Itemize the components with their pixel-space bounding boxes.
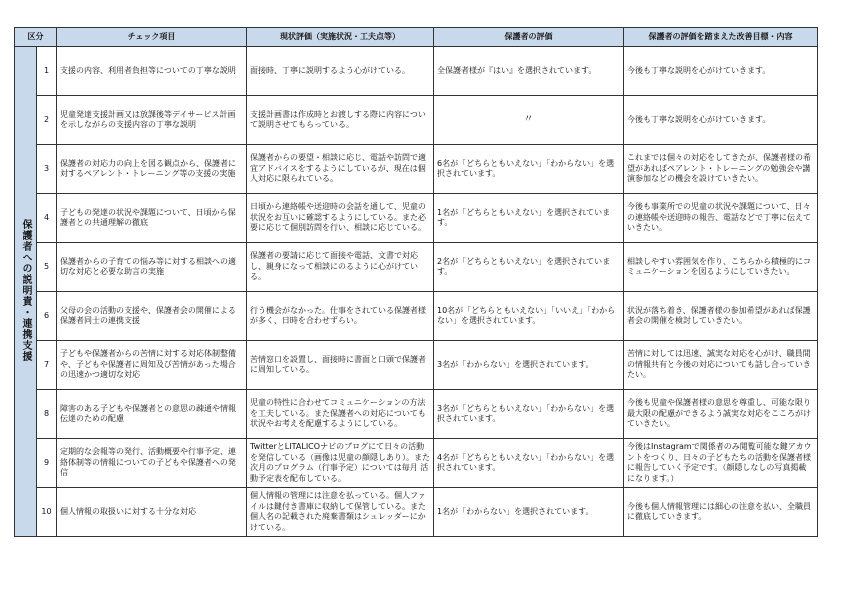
check-item-cell: 支援の内容、利用者負担等についての丁寧な説明: [57, 47, 247, 96]
status-eval-cell: 行う機会がなかった。仕事をされている保護者様が多く、日時を合わせずらい。: [247, 292, 434, 341]
header-row: [15, 28, 818, 47]
status-eval-cell: 児童の特性に合わせてコミュニケーションの方法を工夫している。また保護者への対応についても状況やお考えを配慮するようにしている。: [247, 390, 434, 439]
table-row: [15, 390, 818, 439]
header-category: 区分: [15, 28, 57, 47]
category-cell: [15, 47, 37, 537]
row-number: 7: [37, 341, 57, 390]
check-item-cell: 障害のある子どもや保護者との意思の疎通や情報伝達のための配慮: [57, 390, 247, 439]
status-eval-cell: 日頃から連絡帳や送迎時の会話を通して、児童の状況をお互いに確認するようにしている。また必要に応じて個別訪問を行い、相談に応じている。: [247, 194, 434, 243]
check-item-cell: 父母の会の活動の支援や、保護者会の開催による保護者同士の連携支援: [57, 292, 247, 341]
improvement-cell: 今後はInstagramで関係者のみ閲覧可能な鍵アカウントをつくり、日々の子どもたちの活動を保護者様に報告していく予定です。（顔隠しなしの写真掲載になります。）: [624, 439, 818, 488]
improvement-cell: 今後も児童や保護者様の意思を尊重し、可能な限り最大限の配慮ができるよう誠実な対応をこころがけていきたい。: [624, 390, 818, 439]
table-row: [15, 439, 818, 488]
row-number: 1: [37, 47, 57, 96]
row-number: 9: [37, 439, 57, 488]
guardian-eval-cell: 全保護者様が『はい』を選択されています。: [434, 47, 624, 96]
check-item-cell: 保護者からの子育ての悩み等に対する相談への適切な対応と必要な助言の実施: [57, 243, 247, 292]
check-item-cell: 子どもや保護者からの苦情に対する対応体制整備や、子どもや保護者に周知及び苦情があった場合の迅速かつ適切な対応: [57, 341, 247, 390]
status-eval-cell: 苦情窓口を設置し、面接時に書面と口頭で保護者に周知している。: [247, 341, 434, 390]
row-number: 6: [37, 292, 57, 341]
table-row: [15, 47, 818, 96]
status-eval-cell: 支援計画書は作成時とお渡しする際に内容について説明させてもらっている。: [247, 96, 434, 145]
improvement-cell: 今後も丁寧な説明を心がけていきます。: [624, 47, 818, 96]
improvement-cell: 今後も個人情報管理には細心の注意を払い、全職員に徹底していきます。: [624, 488, 818, 537]
row-number: 8: [37, 390, 57, 439]
row-number: 2: [37, 96, 57, 145]
guardian-eval-cell: 2名が「どちらともいえない」を選択されています。: [434, 243, 624, 292]
improvement-cell: 相談しやすい雰囲気を作り、こちらから積極的にコミュニケーションを図るようにしていきたい。: [624, 243, 818, 292]
table-row: [15, 96, 818, 145]
check-item-cell: 児童発達支援計画又は放課後等デイサービス計画を示しながらの支援内容の丁寧な説明: [57, 96, 247, 145]
check-item-cell: 保護者の対応力の向上を図る観点から、保護者に対するペアレント・トレーニング等の支援の実施: [57, 145, 247, 194]
guardian-eval-cell: 1名が「わからない」を選択されています。: [434, 488, 624, 537]
improvement-cell: 状況が落ち着き、保護者様の参加希望があれば保護者会の開催を検討していきたい。: [624, 292, 818, 341]
guardian-eval-cell: 4名が「どちらともいえない」「わからない」を選択されています。: [434, 439, 624, 488]
guardian-eval-cell: 3名が「わからない」を選択されています。: [434, 341, 624, 390]
improvement-cell: これまでは個々の対応をしてきたが、保護者様の希望があればペアレント・トレーニングの勉強会や講演参加などの機会を設けていきたい。: [624, 145, 818, 194]
table-row: [15, 292, 818, 341]
guardian-eval-cell: 6名が「どちらともいえない」「わからない」を選択されています。: [434, 145, 624, 194]
row-number: 5: [37, 243, 57, 292]
row-number: 4: [37, 194, 57, 243]
improvement-cell: 今後も丁寧な説明を心がけていきます。: [624, 96, 818, 145]
status-eval-cell: 個人情報の管理には注意を払っている。個人ファイルは鍵付き書庫に収納して保管している。また個人名の記載された廃棄書類はシュレッダーにかけている。: [247, 488, 434, 537]
category-label: 保護者への説明責・連携支援: [20, 218, 31, 362]
header-check-item: チェック項目: [57, 28, 247, 47]
status-eval-cell: 保護者の要請に応じて面接や電話、文書で対応し、親身になって相談にのるように心がけている。: [247, 243, 434, 292]
header-status: 現状評価（実施状況・工夫点等）: [247, 28, 434, 47]
header-guardian-eval: 保護者の評価: [434, 28, 624, 47]
check-item-cell: 定期的な会報等の発行、活動概要や行事予定、連絡体制等の情報についての子どもや保護者への発信: [57, 439, 247, 488]
status-eval-cell: 面接時、丁寧に説明するよう心がけている。: [247, 47, 434, 96]
status-eval-cell: TwitterとLITALICOナビのブログにて日々の活動を発信している（画像は児童の顔隠しあり）。また次月のプログラム（行事予定）については毎月 活動予定表を配布している。: [247, 439, 434, 488]
guardian-eval-cell: 3名が「どちらともいえない」「わからない」を選択されています。: [434, 390, 624, 439]
table-row: [15, 488, 818, 537]
improvement-cell: 苦情に対しては迅速、誠実な対応を心がけ、職員間の情報共有と今後の対応についても話し合っていきたい。: [624, 341, 818, 390]
check-item-cell: 子どもの発達の状況や課題について、日頃から保護者との共通理解の徹底: [57, 194, 247, 243]
guardian-eval-cell: 10名が「どちらともいえない」「いいえ」「わからない」を選択されています。: [434, 292, 624, 341]
table-row: [15, 194, 818, 243]
table-row: [15, 145, 818, 194]
table-row: [15, 341, 818, 390]
guardian-eval-cell: 〃: [434, 96, 624, 145]
row-number: 10: [37, 488, 57, 537]
guardian-eval-cell: 1名が「どちらともいえない」を選択されています。: [434, 194, 624, 243]
improvement-cell: 今後も事業所での児童の状況や課題について、日々の連絡帳や送迎時の報告、電話などで丁寧に伝えていきたい。: [624, 194, 818, 243]
table-row: [15, 243, 818, 292]
status-eval-cell: 保護者からの要望・相談に応じ、電話や訪問で適宜アドバイスをするようにしているが、現在は個人対応に限られている。: [247, 145, 434, 194]
evaluation-table: [14, 27, 818, 537]
header-improvement: 保護者の評価を踏まえた改善目標・内容: [624, 28, 818, 47]
check-item-cell: 個人情報の取扱いに対する十分な対応: [57, 488, 247, 537]
row-number: 3: [37, 145, 57, 194]
